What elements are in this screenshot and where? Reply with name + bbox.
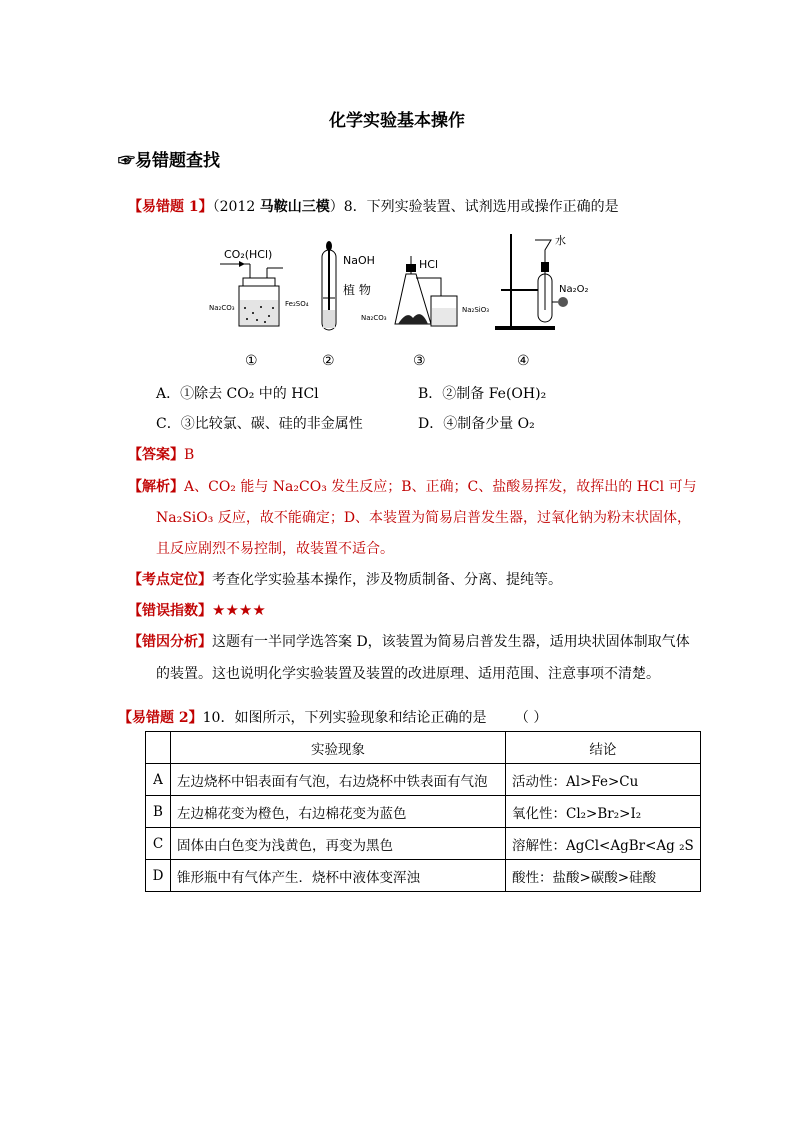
row-conclusion: 氧化性：Cl₂>Br₂>I₂ — [506, 796, 701, 828]
q1-analysis-line-2: Na₂SiO₃ 反应，故不能确定；D、本装置为简易启普发生器，过氧化钠为粉末状固体， — [156, 510, 692, 526]
q1-cause-line-2: 的装置。这也说明化学实验装置及装置的改进原理、适用范围、注意事项不清楚。 — [156, 666, 660, 682]
q2-stem — [118, 707, 547, 727]
label-na2sio3: Na₂SiO₃ — [462, 306, 490, 314]
analysis-tag: 【解析】 — [128, 479, 184, 495]
header-phenomenon: 实验现象 — [171, 732, 506, 764]
q2-table — [145, 731, 701, 892]
label-na2co3-1: Na₂CO₃ — [209, 304, 235, 312]
error-index-tag: 【错误指数】 — [128, 603, 212, 619]
row-conclusion: 酸性：盐酸>碳酸>硅酸 — [506, 860, 701, 892]
cause-tag: 【错因分析】 — [128, 634, 212, 650]
label-plant-oil: 植 物 — [343, 283, 371, 297]
table-row — [146, 796, 701, 828]
q1-analysis-line-3: 且反应剧烈不易控制，故装置不适合。 — [156, 541, 394, 557]
label-na2co3-3: Na₂CO₃ — [361, 314, 387, 322]
label-fe2so4: Fe₂SO₄ — [285, 300, 309, 308]
q1-key-point — [128, 569, 562, 589]
q1-option-c: C．③比较氯、碳、硅的非金属性 — [156, 416, 363, 432]
row-key: A — [146, 764, 171, 796]
table-header-row — [146, 732, 701, 764]
analysis-text-1: A、CO₂ 能与 Na₂CO₃ 发生反应；B、正确；C、盐酸易挥发，故挥出的 HCl 可与 — [184, 479, 697, 495]
q2-question: 10．如图所示，下列实验现象和结论正确的是 — [202, 710, 487, 726]
row-phenomenon: 左边棉花变为橙色，右边棉花变为蓝色 — [171, 796, 506, 828]
q1-cause-line-1 — [128, 631, 690, 651]
apparatus-figure — [195, 228, 595, 373]
table-row — [146, 764, 701, 796]
q1-option-d: D．④制备少量 O₂ — [418, 416, 535, 432]
section-heading-text: 易错题查找 — [135, 151, 220, 171]
figure-number-3: ③ — [413, 353, 426, 369]
cause-text-1: 这题有一半同学选答案 D，该装置为简易启普发生器，适用块状固体制取气体 — [212, 634, 690, 650]
table-row — [146, 860, 701, 892]
row-phenomenon: 锥形瓶中有气体产生．烧杯中液体变浑浊 — [171, 860, 506, 892]
q1-question: ）8．下列实验装置、试剂选用或操作正确的是 — [329, 199, 619, 215]
label-hcl: HCl — [419, 258, 439, 271]
q1-tag: 【易错题 1】 — [128, 199, 213, 215]
header-conclusion: 结论 — [506, 732, 701, 764]
apparatus-1-wash-bottle — [220, 261, 283, 326]
q1-analysis-line-1 — [128, 476, 697, 496]
table-row — [146, 828, 701, 860]
q1-error-index — [128, 600, 266, 620]
q1-option-a: A．①除去 CO₂ 中的 HCl — [156, 386, 319, 402]
row-key: B — [146, 796, 171, 828]
q1-option-b: B．②制备 Fe(OH)₂ — [418, 386, 547, 402]
label-water: 水 — [555, 234, 566, 247]
q2-answer-blank: （ ） — [514, 710, 548, 726]
row-key: C — [146, 828, 171, 860]
apparatus-4-gas-generator — [495, 234, 568, 330]
label-co2-hcl: CO₂(HCl) — [224, 248, 273, 261]
q1-stem — [128, 196, 619, 216]
figure-number-1: ① — [245, 353, 258, 369]
row-conclusion: 溶解性：AgCl<AgBr<Ag ₂S — [506, 828, 701, 860]
label-naoh: NaOH — [343, 254, 375, 267]
row-conclusion: 活动性：Al>Fe>Cu — [506, 764, 701, 796]
apparatus-2-test-tube — [322, 241, 336, 330]
key-point-text: 考查化学实验基本操作，涉及物质制备、分离、提纯等。 — [212, 572, 562, 588]
q2-tag: 【易错题 2】 — [118, 710, 203, 726]
figure-number-2: ② — [322, 353, 335, 369]
star-rating-icon: ★★★★ — [212, 601, 266, 619]
answer-value: B — [184, 447, 195, 463]
q1-source: 马鞍山三模 — [259, 199, 330, 215]
row-phenomenon: 固体由白色变为浅黄色，再变为黑色 — [171, 828, 506, 860]
page-title: 化学实验基本操作 — [329, 111, 465, 131]
figure-number-4: ④ — [517, 353, 530, 369]
key-point-tag: 【考点定位】 — [128, 572, 212, 588]
pointing-hand-icon: ☞ — [118, 151, 135, 171]
q1-answer — [128, 444, 194, 464]
row-phenomenon: 左边烧杯中铝表面有气泡，右边烧杯中铁表面有气泡 — [171, 764, 506, 796]
section-heading — [118, 146, 220, 171]
row-key: D — [146, 860, 171, 892]
q1-source-prefix: （2012 — [212, 199, 260, 215]
header-empty-cell — [146, 732, 171, 764]
answer-tag: 【答案】 — [128, 447, 184, 463]
label-na2o2: Na₂O₂ — [559, 284, 589, 295]
